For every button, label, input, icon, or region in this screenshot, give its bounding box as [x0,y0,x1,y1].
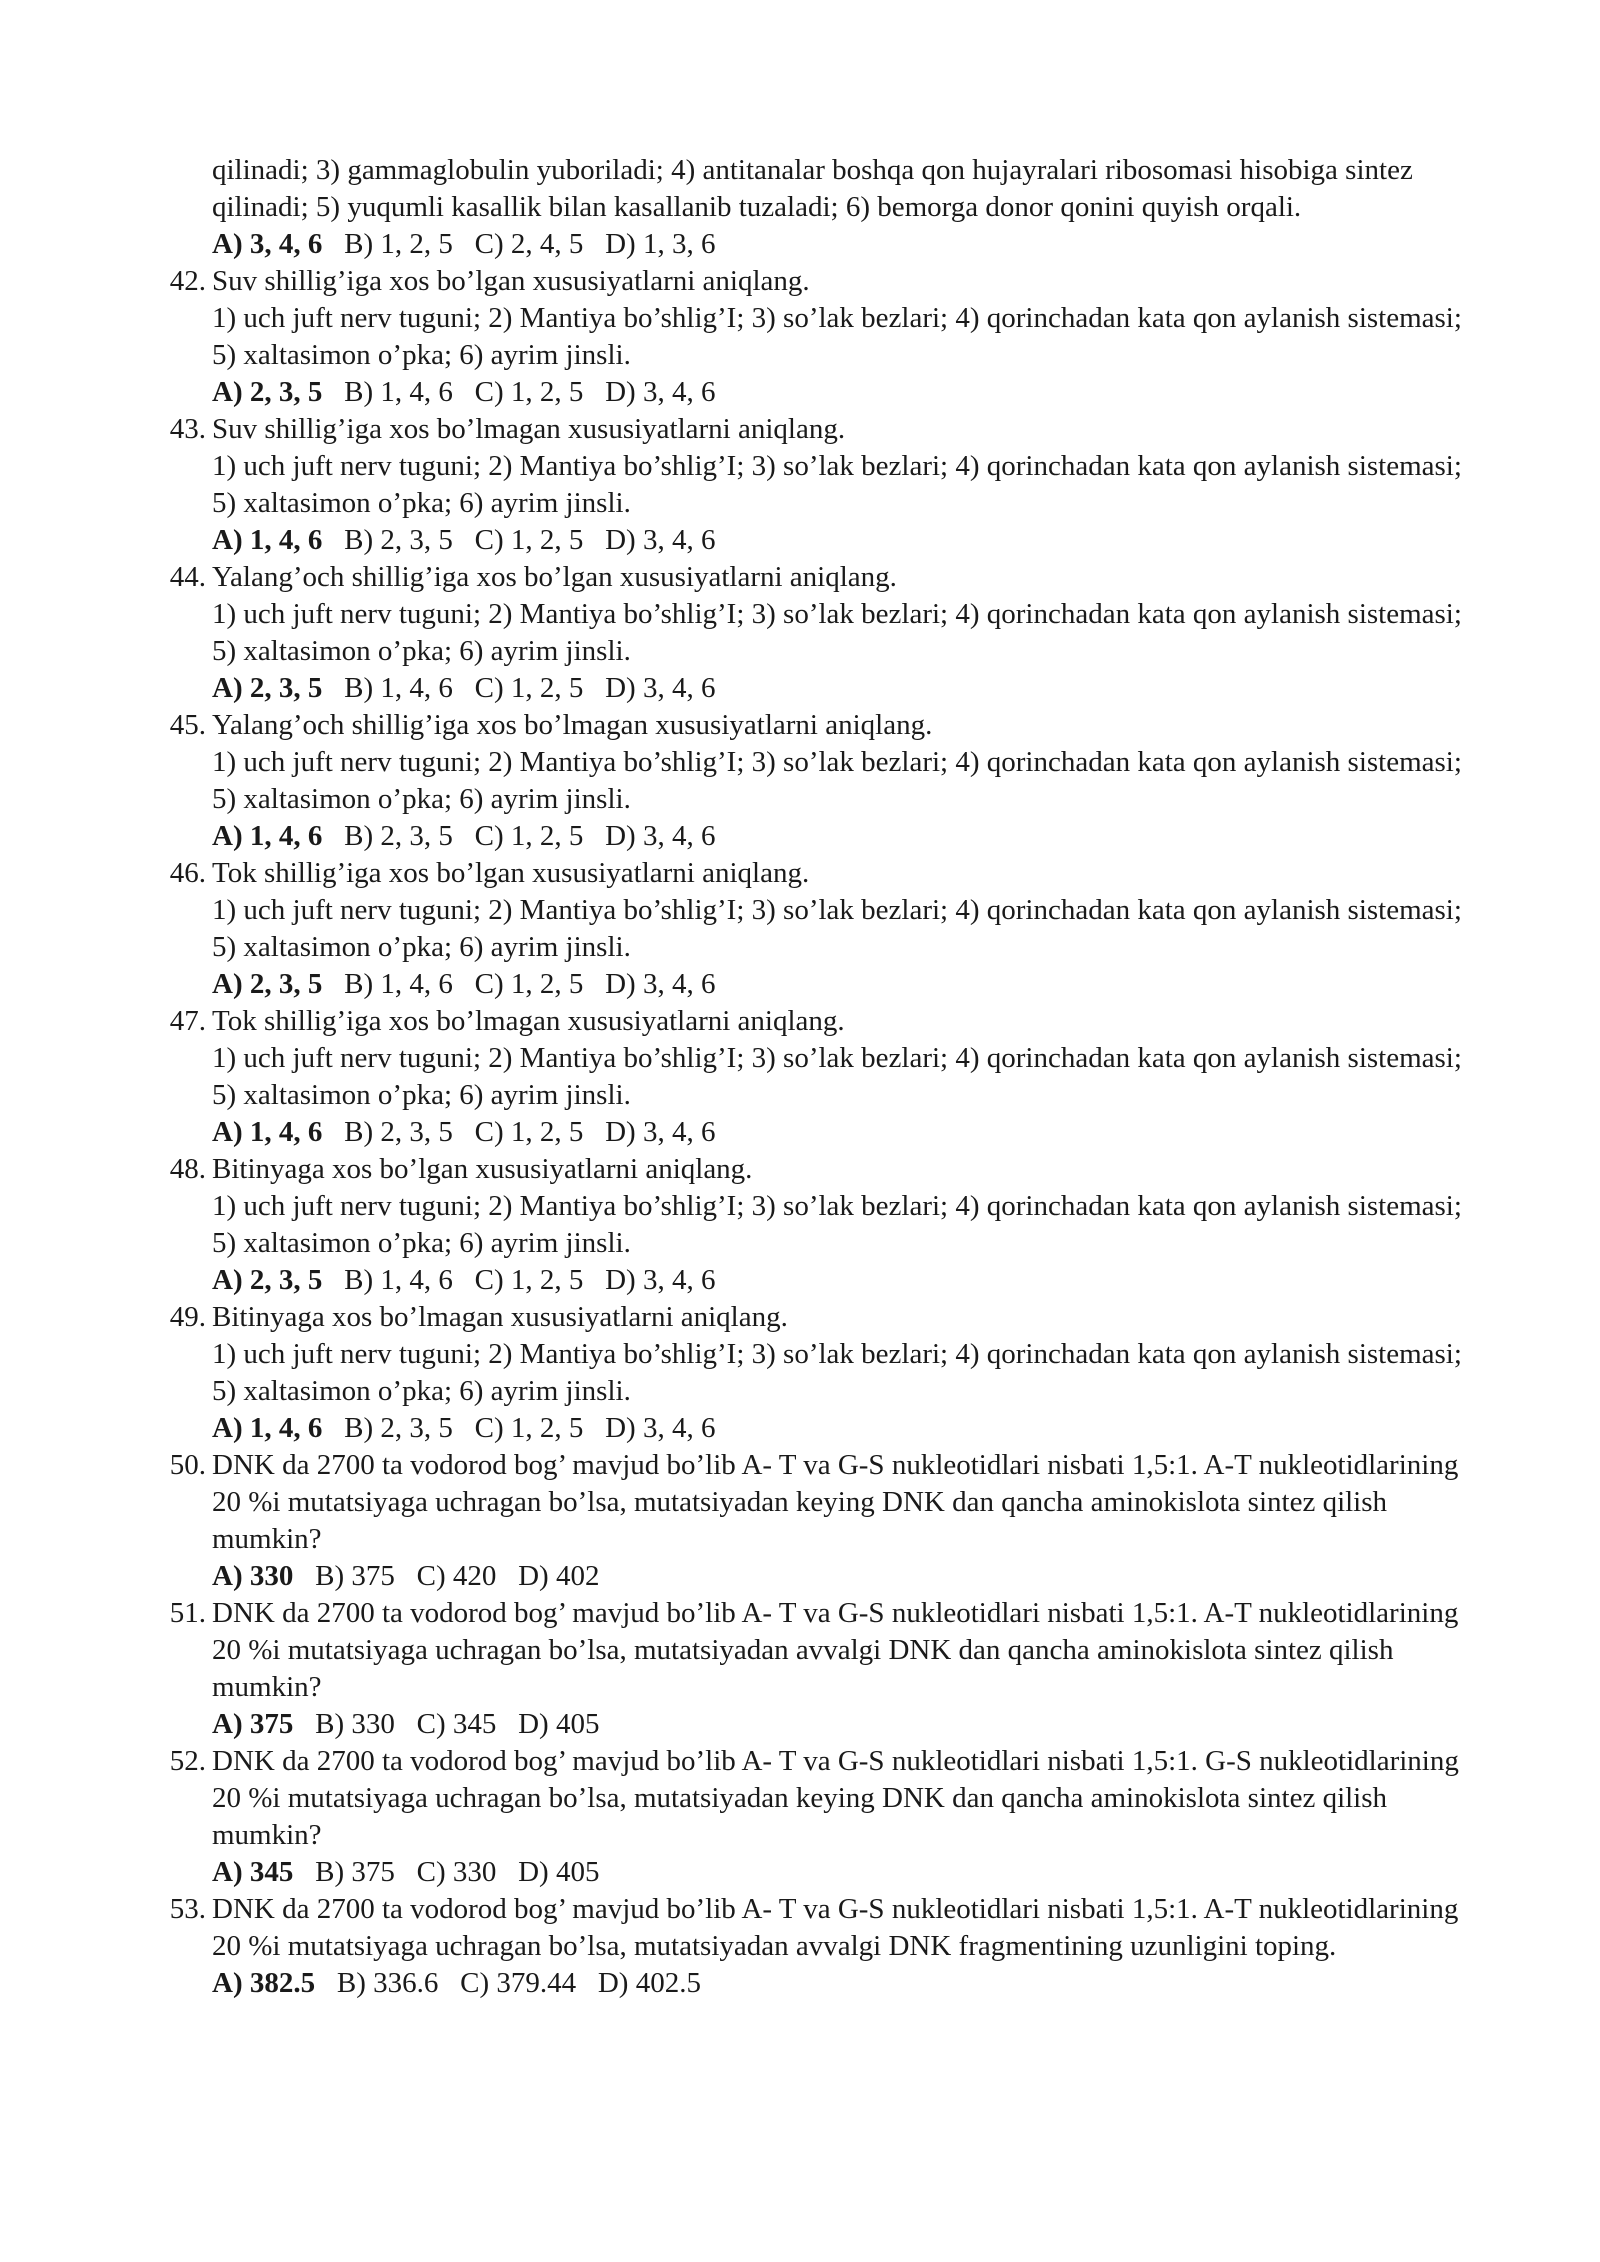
answer-option-d: D) 3, 4, 6 [605,376,716,408]
answer-option-b: B) 2, 3, 5 [344,1412,453,1444]
answer-options [212,1854,1482,1891]
question-options-list: 1) uch juft nerv tuguni; 2) Mantiya bo’shlig’I; 3) so’lak bezlari; 4) qorinchadan kata qon aylanish sistemasi; 5) xaltasimon o’pka; 6) ayrim jinsli. [212,598,1462,667]
answer-option-c: C) 1, 2, 5 [474,1116,584,1148]
answer-option-a: A) 345 [212,1856,294,1888]
answer-options [212,1706,1482,1743]
question-number: 44. [169,561,206,593]
answer-option-d: D) 1, 3, 6 [605,228,716,260]
question-stem: DNK da 2700 ta vodorod bog’ mavjud bo’lib A- T va G-S nukleotidlari nisbati 1,5:1. A-T nukleotidlarining 20 %i mutatsiyaga uchragan bo’lsa, mutatsiyadan keying DNK dan qancha aminokislota sintez qilish mumkin? [212,1449,1459,1555]
answer-option-a: A) 375 [212,1708,294,1740]
question-item [162,1891,1482,2002]
question-number: 46. [169,857,206,889]
question-number: 43. [169,413,206,445]
answer-options [212,374,1482,411]
answer-option-a: A) 2, 3, 5 [212,672,323,704]
question-options-list: 1) uch juft nerv tuguni; 2) Mantiya bo’shlig’I; 3) so’lak bezlari; 4) qorinchadan kata qon aylanish sistemasi; 5) xaltasimon o’pka; 6) ayrim jinsli. [212,1042,1462,1111]
question-number: 49. [169,1301,206,1333]
question-number: 45. [169,709,206,741]
answer-option-c: C) 1, 2, 5 [474,672,584,704]
question-item [162,855,1482,1003]
answer-option-d: D) 405 [518,1856,600,1888]
answer-option-a: A) 3, 4, 6 [212,228,323,260]
answer-option-a: A) 2, 3, 5 [212,968,323,1000]
answer-option-c: C) 1, 2, 5 [474,1412,584,1444]
answer-option-b: B) 330 [315,1708,395,1740]
answer-option-c: C) 1, 2, 5 [474,1264,584,1296]
answer-option-d: D) 3, 4, 6 [605,1264,716,1296]
question-item [162,1151,1482,1299]
answer-options [212,1410,1482,1447]
answer-option-b: B) 2, 3, 5 [344,524,453,556]
answer-option-c: C) 2, 4, 5 [474,228,584,260]
answer-option-d: D) 402.5 [597,1967,701,1999]
answer-option-d: D) 3, 4, 6 [605,820,716,852]
question-number: 42. [169,265,206,297]
question-number: 52. [169,1745,206,1777]
answer-options [212,1262,1482,1299]
answer-option-a: A) 1, 4, 6 [212,1412,323,1444]
answer-option-c: C) 1, 2, 5 [474,820,584,852]
answer-option-b: B) 375 [315,1560,395,1592]
question-options-list: 1) uch juft nerv tuguni; 2) Mantiya bo’shlig’I; 3) so’lak bezlari; 4) qorinchadan kata qon aylanish sistemasi; 5) xaltasimon o’pka; 6) ayrim jinsli. [212,1190,1462,1259]
answer-option-b: B) 1, 4, 6 [344,968,453,1000]
answer-option-a: A) 2, 3, 5 [212,1264,323,1296]
question-number: 48. [169,1153,206,1185]
question-stem: Bitinyaga xos bo’lmagan xususiyatlarni aniqlang. [212,1301,788,1333]
question-stem: DNK da 2700 ta vodorod bog’ mavjud bo’lib A- T va G-S nukleotidlari nisbati 1,5:1. A-T nukleotidlarining 20 %i mutatsiyaga uchragan bo’lsa, mutatsiyadan avvalgi DNK fragmentining uzunligini toping. [212,1893,1459,1962]
question-item [162,707,1482,855]
answer-options [212,522,1482,559]
question-number: 47. [169,1005,206,1037]
answer-option-a: A) 1, 4, 6 [212,524,323,556]
question-stem: Bitinyaga xos bo’lgan xususiyatlarni aniqlang. [212,1153,753,1185]
answer-option-a: A) 330 [212,1560,294,1592]
answer-options [212,1114,1482,1151]
answer-option-c: C) 345 [416,1708,497,1740]
question-stem: DNK da 2700 ta vodorod bog’ mavjud bo’lib A- T va G-S nukleotidlari nisbati 1,5:1. G-S nukleotidlarining 20 %i mutatsiyaga uchragan bo’lsa, mutatsiyadan keying DNK dan qancha aminokislota sintez qilish mumkin? [212,1745,1459,1851]
question-options-list: 1) uch juft nerv tuguni; 2) Mantiya bo’shlig’I; 3) so’lak bezlari; 4) qorinchadan kata qon aylanish sistemasi; 5) xaltasimon o’pka; 6) ayrim jinsli. [212,746,1462,815]
question-item [162,1743,1482,1891]
question-item [162,559,1482,707]
answer-option-a: A) 382.5 [212,1967,316,1999]
answer-option-c: C) 330 [416,1856,497,1888]
answer-options [212,966,1482,1003]
question-stem: Yalang’och shillig’iga xos bo’lmagan xususiyatlarni aniqlang. [212,709,933,741]
question-options-list: 1) uch juft nerv tuguni; 2) Mantiya bo’shlig’I; 3) so’lak bezlari; 4) qorinchadan kata qon aylanish sistemasi; 5) xaltasimon o’pka; 6) ayrim jinsli. [212,1338,1462,1407]
answer-option-d: D) 3, 4, 6 [605,672,716,704]
answer-option-b: B) 1, 4, 6 [344,376,453,408]
question-41-continuation [162,152,1482,263]
question-number: 50. [169,1449,206,1481]
question-stem: Yalang’och shillig’iga xos bo’lgan xususiyatlarni aniqlang. [212,561,897,593]
answer-option-d: D) 405 [518,1708,600,1740]
answer-option-b: B) 336.6 [336,1967,439,1999]
answer-option-c: C) 1, 2, 5 [474,968,584,1000]
question-options-list: 1) uch juft nerv tuguni; 2) Mantiya bo’shlig’I; 3) so’lak bezlari; 4) qorinchadan kata qon aylanish sistemasi; 5) xaltasimon o’pka; 6) ayrim jinsli. [212,450,1462,519]
question-stem: Tok shillig’iga xos bo’lgan xususiyatlarni aniqlang. [212,857,810,889]
question-item [162,263,1482,411]
answer-option-c: C) 420 [416,1560,497,1592]
answer-option-c: C) 379.44 [460,1967,577,1999]
answer-option-a: A) 2, 3, 5 [212,376,323,408]
question-item [162,1003,1482,1151]
answer-options [212,226,1482,263]
answer-options [212,818,1482,855]
answer-option-d: D) 3, 4, 6 [605,1116,716,1148]
question-stem: Tok shillig’iga xos bo’lmagan xususiyatlarni aniqlang. [212,1005,845,1037]
question-number: 53. [169,1893,206,1925]
question-options-list: 1) uch juft nerv tuguni; 2) Mantiya bo’shlig’I; 3) so’lak bezlari; 4) qorinchadan kata qon aylanish sistemasi; 5) xaltasimon o’pka; 6) ayrim jinsli. [212,894,1462,963]
answer-option-b: B) 2, 3, 5 [344,820,453,852]
answer-option-a: A) 1, 4, 6 [212,1116,323,1148]
answer-option-d: D) 3, 4, 6 [605,524,716,556]
answer-options [212,1965,1482,2002]
question-text: qilinadi; 3) gammaglobulin yuboriladi; 4) antitanalar boshqa qon hujayralari ribosomasi hisobiga sintez qilinadi; 5) yuqumli kasallik bilan kasallanib tuzaladi; 6) bemorga donor qonini quyish orqali. [212,154,1413,223]
question-stem: Suv shillig’iga xos bo’lmagan xususiyatlarni aniqlang. [212,413,846,445]
question-list [162,263,1482,2002]
document-content [162,152,1482,2002]
answer-option-c: C) 1, 2, 5 [474,524,584,556]
question-item [162,1299,1482,1447]
answer-option-c: C) 1, 2, 5 [474,376,584,408]
answer-option-a: A) 1, 4, 6 [212,820,323,852]
answer-option-d: D) 402 [518,1560,600,1592]
answer-options [212,1558,1482,1595]
question-item [162,411,1482,559]
answer-option-b: B) 1, 4, 6 [344,672,453,704]
question-stem: DNK da 2700 ta vodorod bog’ mavjud bo’lib A- T va G-S nukleotidlari nisbati 1,5:1. A-T nukleotidlarining 20 %i mutatsiyaga uchragan bo’lsa, mutatsiyadan avvalgi DNK dan qancha aminokislota sintez qilish mumkin? [212,1597,1459,1703]
answer-option-b: B) 1, 4, 6 [344,1264,453,1296]
answer-option-d: D) 3, 4, 6 [605,968,716,1000]
question-options-list: 1) uch juft nerv tuguni; 2) Mantiya bo’shlig’I; 3) so’lak bezlari; 4) qorinchadan kata qon aylanish sistemasi; 5) xaltasimon o’pka; 6) ayrim jinsli. [212,302,1462,371]
answer-option-b: B) 1, 2, 5 [344,228,453,260]
question-item [162,1447,1482,1595]
question-item [162,1595,1482,1743]
answer-option-b: B) 375 [315,1856,395,1888]
answer-option-b: B) 2, 3, 5 [344,1116,453,1148]
answer-options [212,670,1482,707]
answer-option-d: D) 3, 4, 6 [605,1412,716,1444]
question-stem: Suv shillig’iga xos bo’lgan xususiyatlarni aniqlang. [212,265,810,297]
question-number: 51. [169,1597,206,1629]
